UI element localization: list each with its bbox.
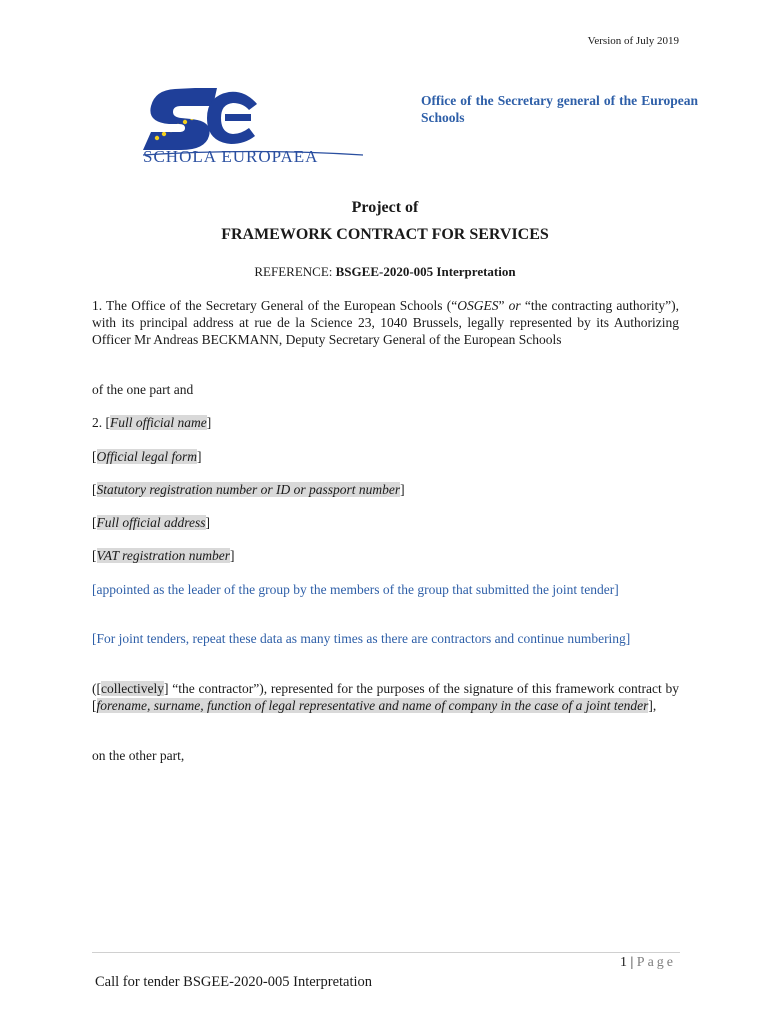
collective-text-a: ([ [92, 681, 101, 696]
p1-text-a: 1. The Office of the Secretary General of the European Schools (“ [92, 298, 458, 313]
contract-title: FRAMEWORK CONTRACT FOR SERVICES [221, 226, 549, 243]
project-of-label: Project of [351, 199, 419, 216]
reference-label: REFERENCE: [254, 264, 333, 279]
one-part-text: of the one part and [92, 382, 194, 397]
schola-europaea-logo [133, 84, 368, 166]
group-leader-note: [appointed as the leader of the group by the members of the group that submitted the joint tender] [92, 582, 619, 597]
vat-number-placeholder: VAT registration number [96, 548, 231, 563]
office-heading: Office of the Secretary general of the European Schools [421, 93, 698, 125]
contractor-representation-paragraph [92, 680, 679, 714]
other-part-text: on the other part, [92, 748, 185, 763]
p1-or: or [508, 298, 521, 313]
signatory-placeholder: forename, surname, function of legal representative and name of company in the case of a joint tender [96, 698, 649, 713]
p1-text-c: “the contracting authority”), with its principal address at rue de la Science 23, 1040 Brussels, legally represented by its Authorizing Officer Mr Andreas BECKMANN, Deputy Secretary General of the European Schools [92, 298, 680, 347]
page-number-value: 1 [619, 955, 627, 970]
legal-form-placeholder: Official legal form [96, 449, 197, 464]
legal-form-field: [Official legal form] [92, 449, 202, 464]
full-name-field: 2. [Full official name] [92, 415, 212, 430]
official-address-field: [Full official address] [92, 515, 210, 530]
official-address-placeholder: Full official address [96, 515, 206, 530]
footer-divider [92, 952, 680, 953]
full-official-name-placeholder: Full official name [110, 415, 207, 430]
svg-text:SCHOLA EUROPAEA: SCHOLA EUROPAEA [143, 147, 319, 166]
field1-prefix: 2. [ [92, 415, 110, 430]
reference-value: BSGEE-2020-005 Interpretation [335, 264, 516, 279]
page-separator: | [626, 955, 637, 970]
footer-call-for-tender: Call for tender BSGEE-2020-005 Interpretation [95, 974, 373, 990]
page-word: Page [636, 955, 676, 970]
vat-number-field: [VAT registration number] [92, 548, 235, 563]
registration-number-field: [Statutory registration number or ID or passport number] [92, 482, 405, 497]
page-number [620, 955, 676, 971]
osges-abbreviation: OSGES [457, 298, 499, 313]
collective-text-c: ], [648, 698, 657, 713]
paragraph-contracting-authority [92, 297, 679, 348]
registration-number-placeholder: Statutory registration number or ID or passport number [96, 482, 401, 497]
collectively-word: collectively [101, 681, 164, 696]
collective-text-b: ] “the contractor”), represented for the purposes of the signature of this framework contract by [ [92, 681, 679, 713]
p1-text-b: ” [498, 298, 509, 313]
reference-line [0, 264, 770, 280]
joint-tender-note: [For joint tenders, repeat these data as many times as there are contractors and continue numbering] [92, 631, 631, 646]
version-label: Version of July 2019 [587, 35, 679, 47]
